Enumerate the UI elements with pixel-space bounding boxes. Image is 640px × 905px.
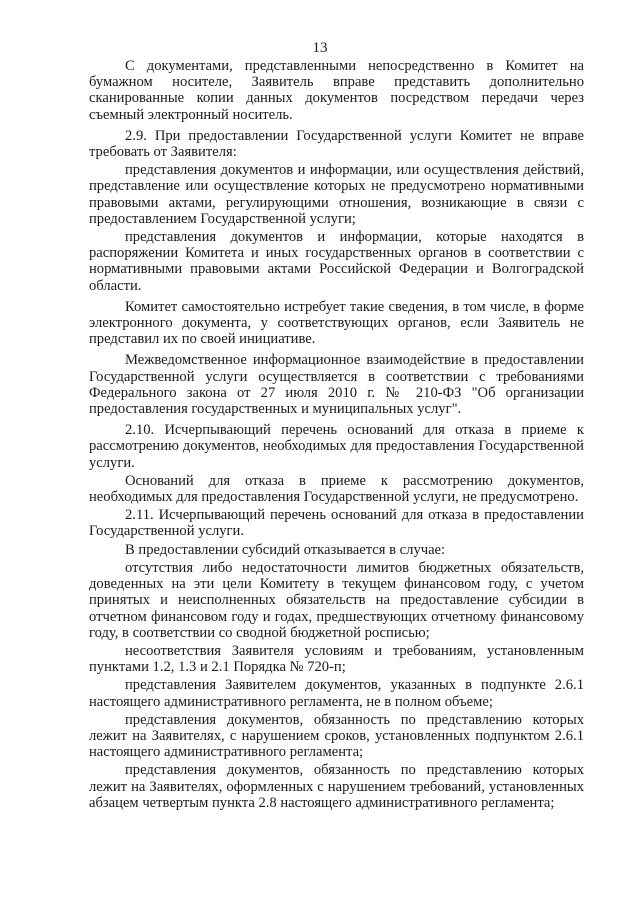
- paragraph-2-11: 2.11. Исчерпывающий перечень оснований для отказа в предоставлении Государственной услуги.: [89, 507, 584, 540]
- paragraph-interagency: Межведомственное информационное взаимодействие в предоставлении Государственной услуги осуществляется в соответствии с требованиями Федерального закона от 27 июля 2010 г. № 210-ФЗ "Об организации предоставления государственных и муниципальных услуг".: [89, 352, 584, 418]
- paragraph-committee-requests: Комитет самостоятельно истребует такие сведения, в том числе, в форме электронного документа, у соответствующих органов, если Заявитель не представил их по своей инициативе.: [89, 298, 584, 348]
- paragraph-scanned-copies: С документами, представленными непосредственно в Комитет на бумажном носителе, Заявитель вправе представить дополнительно сканированные копии данных документов посредством передачи через съемный электронный носитель.: [89, 58, 584, 123]
- paragraph-requirement-1: представления документов и информации, или осуществления действий, представление или осуществление которых не предусмотрено нормативными правовыми актами, регулирующими отношения, возникающие в связи с предоставлением Государственной услуги;: [89, 162, 584, 227]
- paragraph-refusal-incomplete: представления Заявителем документов, указанных в подпункте 2.6.1 настоящего административного регламента, не в полном объеме;: [89, 677, 584, 710]
- paragraph-refusal-deadlines: представления документов, обязанность по представлению которых лежит на Заявителях, с нарушением сроков, установленных подпунктом 2.6.1 настоящего административного регламента;: [89, 711, 584, 761]
- paragraph-2-9: 2.9. При предоставлении Государственной услуги Комитет не вправе требовать от Заявителя:: [89, 127, 584, 161]
- paragraph-refusal-intro: В предоставлении субсидий отказывается в случае:: [125, 541, 446, 558]
- paragraph-refusal-nonconformity: несоответствия Заявителя условиям и требованиям, установленным пунктами 1.2, 1.3 и 2.1 Порядка № 720-п;: [89, 642, 584, 676]
- page-body: [89, 58, 584, 813]
- paragraph-refusal-limits: отсутствия либо недостаточности лимитов бюджетных обязательств, доведенных на эти цели Комитету в текущем финансовом году, с учетом принятых и неисполненных обязательств на предоставление субсидии в отчетном финансовом году и годах, предшествующих отчетному финансовому году, в соответствии со сводной бюджетной росписью;: [89, 559, 584, 641]
- page-number: 13: [312, 40, 328, 56]
- paragraph-2-10: 2.10. Исчерпывающий перечень оснований для отказа в приеме к рассмотрению документов, необходимых для предоставления Государственной услуги.: [89, 422, 584, 471]
- paragraph-requirement-2: представления документов и информации, которые находятся в распоряжении Комитета и иных государственных органов в соответствии с нормативными правовыми актами Российской Федерации и Волгоградской области.: [89, 229, 584, 294]
- paragraph-refusal-format: представления документов, обязанность по представлению которых лежит на Заявителях, оформленных с нарушением требований, установленных абзацем четвертым пункта 2.8 настоящего административного регламента;: [89, 762, 584, 811]
- paragraph-no-grounds: Оснований для отказа в приеме к рассмотрению документов, необходимых для предоставления Государственной услуги, не предусмотрено.: [89, 472, 584, 506]
